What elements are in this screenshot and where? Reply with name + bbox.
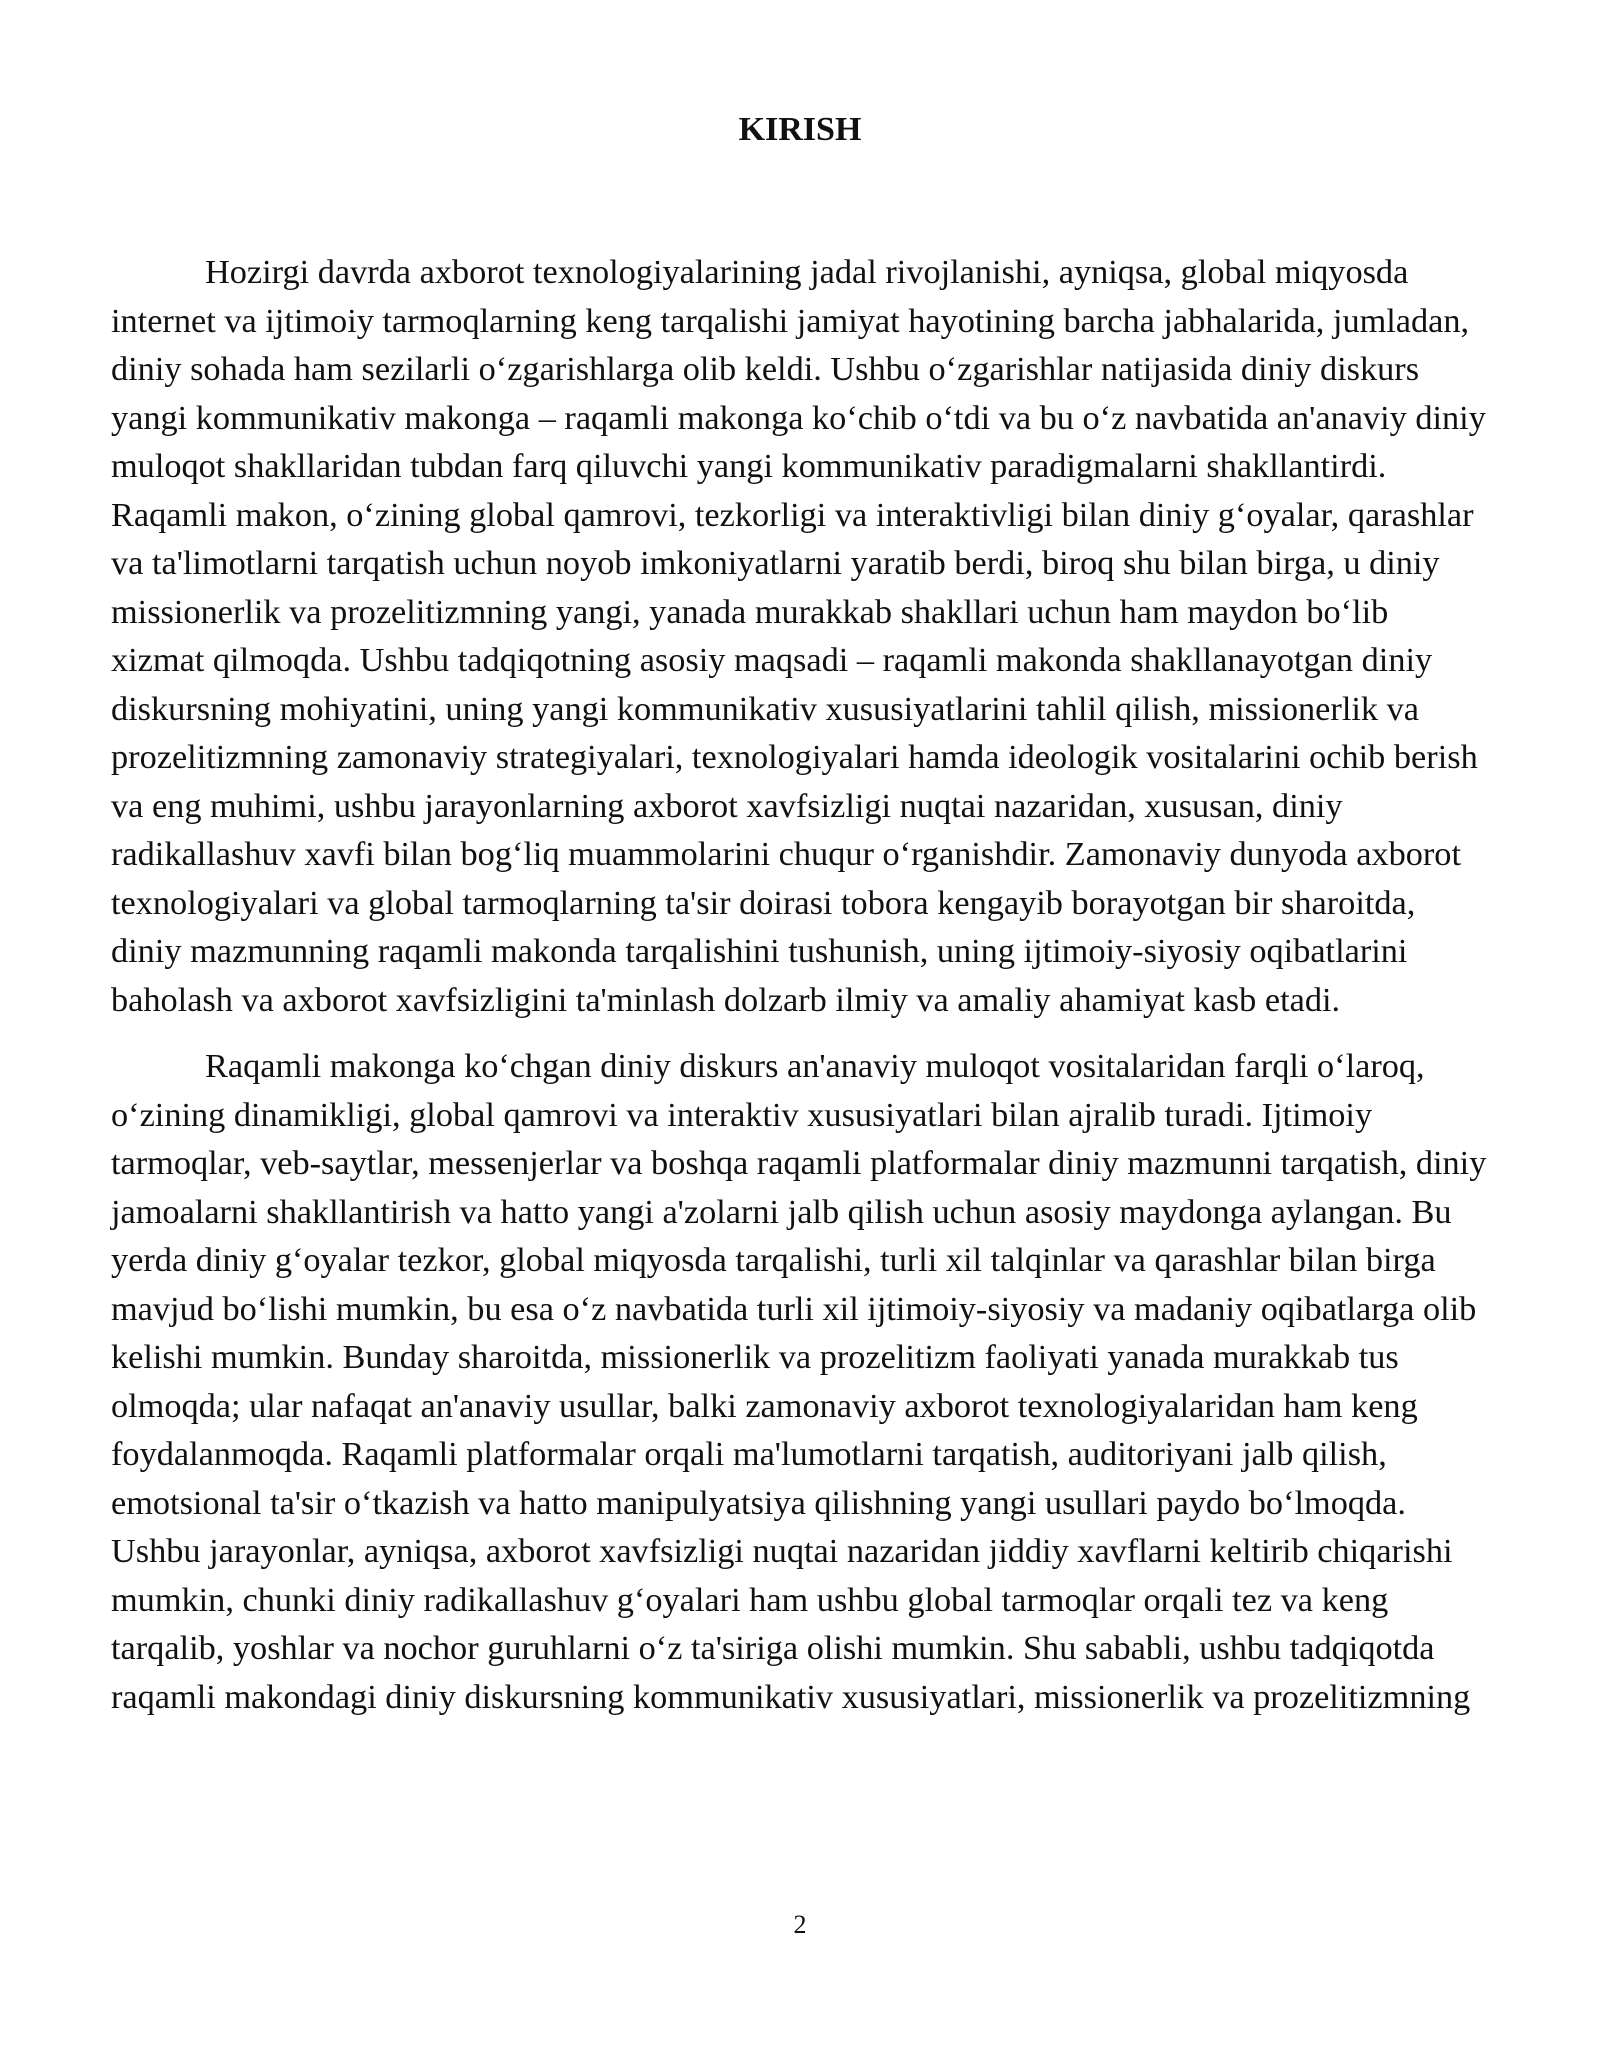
page-number: 2 xyxy=(793,1910,807,1939)
body-text xyxy=(111,248,1489,1739)
paragraph-2: Raqamli makonga ko‘chgan diniy diskurs an'anaviy muloqot vositalaridan farqli o‘laroq, o‘zining dinamikligi, global qamrovi va interaktiv xususiyatlari bilan ajralib turadi. Ijtimoiy tarmoqlar, veb-saytlar, messenjerlar va boshqa raqamli platformalar diniy mazmunni tarqatish, diniy jamoalarni shakllantirish va hatto yangi a'zolarni jalb qilish uchun asosiy maydonga aylangan. Bu yerda diniy g‘oyalar tezkor, global miqyosda tarqalishi, turli xil talqinlar va qarashlar bilan birga mavjud bo‘lishi mumkin, bu esa o‘z navbatida turli xil ijtimoiy-siyosiy va madaniy oqibatlarga olib kelishi mumkin. Bunday sharoitda, missionerlik va prozelitizm faoliyati yanada murakkab tus olmoqda; ular nafaqat an'anaviy usullar, balki zamonaviy axborot texnologiyalaridan ham keng foydalanmoqda. Raqamli platformalar orqali ma'lumotlarni tarqatish, auditoriyani jalb qilish, emotsional ta'sir o‘tkazish va hatto manipulyatsiya qilishning yangi usullari paydo bo‘lmoqda. Ushbu jarayonlar, ayniqsa, axborot xavfsizligi nuqtai nazaridan jiddiy xavflarni keltirib chiqarishi mumkin, chunki diniy radikallashuv g‘oyalari ham ushbu global tarmoqlar orqali tez va keng tarqalib, yoshlar va nochor guruhlarni o‘z ta'siriga olishi mumkin. Shu sababli, ushbu tadqiqotda raqamli makondagi diniy diskursning kommunikativ xususiyatlari, missionerlik va prozelitizmning xyxy=(111,1047,1487,1716)
page-title: KIRISH xyxy=(738,111,862,148)
paragraph-1: Hozirgi davrda axborot texnologiyalarining jadal rivojlanishi, ayniqsa, global miqyosda internet va ijtimoiy tarmoqlarning keng tarqalishi jamiyat hayotining barcha jabhalarida, jumladan, diniy sohada ham sezilarli o‘zgarishlarga olib keldi. Ushbu o‘zgarishlar natijasida diniy diskurs yangi kommunikativ makonga – raqamli makonga ko‘chib o‘tdi va bu o‘z navbatida an'anaviy diniy muloqot shakllaridan tubdan farq qiluvchi yangi kommunikativ paradigmalarni shakllantirdi. Raqamli makon, o‘zining global qamrovi, tezkorligi va interaktivligi bilan diniy g‘oyalar, qarashlar va ta'limotlarni tarqatish uchun noyob imkoniyatlarni yaratib berdi, biroq shu bilan birga, u diniy missionerlik va prozelitizmning yangi, yanada murakkab shakllari uchun ham maydon bo‘lib xizmat qilmoqda. Ushbu tadqiqotning asosiy maqsadi – raqamli makonda shakllanayotgan diniy diskursning mohiyatini, uning yangi kommunikativ xususiyatlarini tahlil qilish, missionerlik va prozelitizmning zamonaviy strategiyalari, texnologiyalari hamda ideologik vositalarini ochib berish va eng muhimi, ushbu jarayonlarning axborot xavfsizligi nuqtai nazaridan, xususan, diniy radikallashuv xavfi bilan bog‘liq muammolarini chuqur o‘rganishdir. Zamonaviy dunyoda axborot texnologiyalari va global tarmoqlarning ta'sir doirasi tobora kengayib borayotgan bir sharoitda, diniy mazmunning raqamli makonda tarqalishini tushunish, uning ijtimoiy-siyosiy oqibatlarini baholash va axborot xavfsizligini ta'minlash dolzarb ilmiy va amaliy ahamiyat kasb etadi. xyxy=(111,253,1486,1019)
